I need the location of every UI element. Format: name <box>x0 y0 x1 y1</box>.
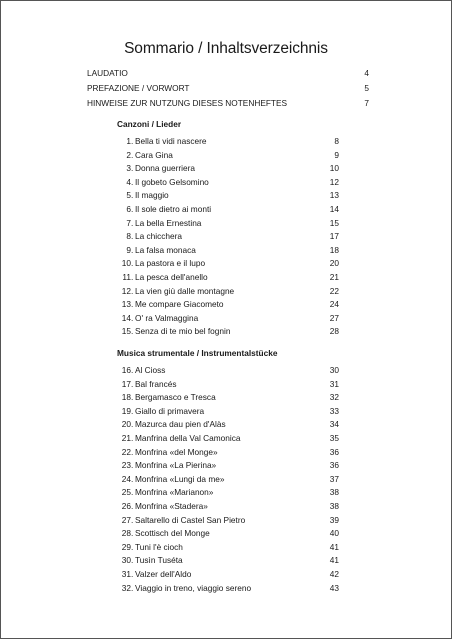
entry-number-dot: . <box>131 176 134 187</box>
entry-page: 36 <box>329 460 339 471</box>
toc-entry[interactable] <box>117 379 339 393</box>
entry-number-dot: . <box>131 285 134 296</box>
entry-title: La pesca dell'anello <box>135 271 208 282</box>
entry-number-dot: . <box>131 432 134 443</box>
toc-entry[interactable] <box>117 313 339 327</box>
entry-number: 22 <box>121 446 131 457</box>
toc-entry[interactable] <box>117 583 339 597</box>
front-matter-label: LAUDATIO <box>87 68 128 78</box>
entry-number-dot: . <box>131 487 134 498</box>
toc-entry[interactable] <box>117 447 339 461</box>
toc-entry[interactable] <box>117 569 339 583</box>
toc-entry[interactable] <box>117 258 339 272</box>
entry-number: 10 <box>121 258 131 269</box>
entry-number-dot: . <box>131 258 134 269</box>
entry-number: 2 <box>126 149 131 160</box>
entry-title: Manfrina della Val Camonica <box>135 432 241 443</box>
musica-section <box>117 348 339 596</box>
entry-title: O' ra Valmaggina <box>135 312 199 323</box>
entry-number: 19 <box>121 405 131 416</box>
entry-number-dot: . <box>131 528 134 539</box>
entry-number: 11 <box>122 271 131 282</box>
toc-entry[interactable] <box>117 555 339 569</box>
entry-page: 43 <box>329 582 339 593</box>
entry-title: Monfrina «Marianon» <box>135 487 214 498</box>
entry-title: Al Cioss <box>135 365 166 375</box>
entry-page: 38 <box>329 487 339 498</box>
entry-page: 20 <box>329 258 339 269</box>
entry-page: 10 <box>329 163 339 174</box>
toc-entry[interactable] <box>117 528 339 542</box>
toc-entry[interactable] <box>117 286 339 300</box>
entry-number: 16 <box>121 365 131 375</box>
musica-list <box>117 365 339 596</box>
front-matter-label: PREFAZIONE / VORWORT <box>87 83 190 93</box>
entry-number-dot: . <box>131 473 134 484</box>
entry-number-dot: . <box>131 405 134 416</box>
entry-number-dot: . <box>131 299 134 310</box>
toc-entry[interactable] <box>117 515 339 529</box>
entry-page: 40 <box>329 528 339 539</box>
toc-entry[interactable] <box>117 406 339 420</box>
entry-number-dot: . <box>131 500 134 511</box>
entry-number: 29 <box>121 541 131 552</box>
toc-entry[interactable] <box>117 392 339 406</box>
entry-number: 32 <box>121 582 131 593</box>
entry-page: 18 <box>329 244 339 255</box>
toc-entry[interactable] <box>117 163 339 177</box>
toc-entry[interactable] <box>117 272 339 286</box>
entry-number-dot: . <box>131 203 134 214</box>
toc-entry[interactable] <box>117 231 339 245</box>
entry-number: 9 <box>126 244 131 255</box>
entry-page: 41 <box>329 541 339 552</box>
front-matter-row[interactable] <box>87 98 369 113</box>
entry-title: Scottisch del Monge <box>135 528 210 539</box>
entry-title: Monfrina «Stadera» <box>135 500 208 511</box>
section-heading: Canzoni / Lieder <box>117 119 182 129</box>
entry-title: Tuni l'è cioch <box>135 541 183 552</box>
entry-title: Senza di te mio bel fognin <box>135 326 231 337</box>
entry-page: 15 <box>329 217 339 228</box>
toc-entry[interactable] <box>117 419 339 433</box>
entry-title: La pastora e il lupo <box>135 258 206 269</box>
toc-entry[interactable] <box>117 150 339 164</box>
entry-number: 30 <box>121 555 131 566</box>
entry-number-dot: . <box>131 555 134 566</box>
toc-entry[interactable] <box>117 433 339 447</box>
entry-number-dot: . <box>131 378 134 389</box>
entry-page: 27 <box>329 312 339 323</box>
entry-page: 9 <box>334 149 339 160</box>
entry-number: 13 <box>121 299 131 310</box>
entry-title: Il sole dietro ai monti <box>135 203 212 214</box>
section-heading: Musica strumentale / Instrumentalstücke <box>117 348 278 358</box>
entry-title: Monfrina «La Pierina» <box>135 460 217 471</box>
entry-page: 37 <box>329 473 339 484</box>
entry-number: 14 <box>121 312 131 323</box>
canzoni-list <box>117 136 339 340</box>
entry-page: 38 <box>329 500 339 511</box>
entry-title: Valzer dell'Aldo <box>135 568 192 579</box>
entry-number-dot: . <box>131 326 134 337</box>
entry-number-dot: . <box>131 514 134 525</box>
toc-entry[interactable] <box>117 245 339 259</box>
entry-title: Cara Gina <box>135 149 173 160</box>
entry-page: 21 <box>329 271 339 282</box>
toc-entry[interactable] <box>117 136 339 150</box>
entry-number-dot: . <box>131 244 134 255</box>
toc-entry[interactable] <box>117 190 339 204</box>
entry-number: 31 <box>121 568 131 579</box>
entry-page: 34 <box>329 419 339 430</box>
entry-title: Il gobeto Gelsomino <box>135 176 209 187</box>
entry-number: 12 <box>121 285 131 296</box>
entry-number-dot: . <box>131 541 134 552</box>
entry-number: 5 <box>126 190 131 201</box>
entry-page: 33 <box>329 405 339 416</box>
entry-number-dot: . <box>131 312 134 323</box>
entry-number-dot: . <box>131 217 134 228</box>
front-matter-page: 4 <box>364 68 369 78</box>
entry-number: 8 <box>126 231 131 242</box>
entry-page: 41 <box>329 555 339 566</box>
entry-number: 18 <box>121 392 131 403</box>
entry-title: Bal francés <box>135 378 177 389</box>
front-matter-page: 5 <box>364 83 369 93</box>
entry-number: 1 <box>126 136 131 146</box>
entry-title: Giallo di primavera <box>135 405 205 416</box>
entry-title: Saltarello di Castel San Pietro <box>135 514 246 525</box>
entry-number: 24 <box>121 473 131 484</box>
entry-page: 24 <box>329 299 339 310</box>
entry-number: 21 <box>121 432 131 443</box>
entry-number: 26 <box>121 500 131 511</box>
entry-page: 39 <box>329 514 339 525</box>
page-title: Sommario / Inhaltsverzeichnis <box>124 40 328 57</box>
front-matter-label: HINWEISE ZUR NUTZUNG DIESES NOTENHEFTES <box>87 98 288 108</box>
front-matter-row[interactable] <box>87 83 369 98</box>
entry-page: 13 <box>329 190 339 201</box>
front-matter-list <box>87 68 369 113</box>
entry-title: Tusìn Tuséta <box>135 555 183 566</box>
entry-page: 28 <box>329 326 339 337</box>
entry-page: 17 <box>329 231 339 242</box>
entry-number-dot: . <box>131 231 134 242</box>
front-matter-row[interactable] <box>87 68 369 83</box>
entry-number: 3 <box>126 163 131 174</box>
entry-number-dot: . <box>131 190 134 201</box>
entry-number: 4 <box>126 176 131 187</box>
entry-title: Mazurca dau pien d'Alàs <box>135 419 226 430</box>
entry-number-dot: . <box>131 136 134 146</box>
entry-number-dot: . <box>131 163 134 174</box>
entry-page: 32 <box>329 392 339 403</box>
entry-title: Monfrina «del Monge» <box>135 446 218 457</box>
entry-page: 31 <box>329 378 339 389</box>
entry-title: Me compare Giacometo <box>135 299 224 310</box>
entry-page: 35 <box>329 432 339 443</box>
entry-number: 27 <box>121 514 131 525</box>
entry-number: 6 <box>126 203 131 214</box>
toc-entry[interactable] <box>117 460 339 474</box>
entry-title: Donna guerriera <box>135 163 195 174</box>
toc-entry[interactable] <box>117 177 339 191</box>
canzoni-section <box>117 119 339 340</box>
entry-number: 28 <box>121 528 131 539</box>
toc-entry[interactable] <box>117 487 339 501</box>
entry-title: Il maggio <box>135 190 169 201</box>
entry-number: 25 <box>121 487 131 498</box>
toc-entry[interactable] <box>117 365 339 379</box>
entry-number: 7 <box>126 217 131 228</box>
entry-title: Viaggio in treno, viaggio sereno <box>135 582 252 593</box>
entry-page: 36 <box>329 446 339 457</box>
entry-title: Bella ti vidi nascere <box>135 136 207 146</box>
toc-entry[interactable] <box>117 501 339 515</box>
toc-entry[interactable] <box>117 218 339 232</box>
toc-entry[interactable] <box>117 542 339 556</box>
entry-number-dot: . <box>131 419 134 430</box>
entry-number-dot: . <box>131 271 134 282</box>
entry-page: 12 <box>329 176 339 187</box>
entry-title: Monfrina «Lungi da me» <box>135 473 225 484</box>
toc-entry[interactable] <box>117 204 339 218</box>
entry-number-dot: . <box>131 392 134 403</box>
entry-number-dot: . <box>131 582 134 593</box>
entry-title: La bella Ernestina <box>135 217 202 228</box>
entry-title: La chicchera <box>135 231 183 242</box>
entry-title: La vien giù dalle montagne <box>135 285 235 296</box>
entry-number: 23 <box>121 460 131 471</box>
entry-page: 14 <box>329 203 339 214</box>
front-matter-page: 7 <box>364 98 369 108</box>
entry-number-dot: . <box>131 365 134 375</box>
entry-number: 17 <box>121 378 131 389</box>
entry-number-dot: . <box>131 446 134 457</box>
toc-entry[interactable] <box>117 326 339 340</box>
entry-number-dot: . <box>131 568 134 579</box>
entry-number: 20 <box>121 419 131 430</box>
entry-number-dot: . <box>131 149 134 160</box>
entry-page: 30 <box>329 365 339 375</box>
entry-title: La falsa monaca <box>135 244 196 255</box>
entry-title: Bergamasco e Tresca <box>135 392 216 403</box>
entry-page: 22 <box>329 285 339 296</box>
toc-entry[interactable] <box>117 299 339 313</box>
entry-page: 42 <box>329 568 339 579</box>
entry-number-dot: . <box>131 460 134 471</box>
toc-entry[interactable] <box>117 474 339 488</box>
entry-number: 15 <box>121 326 131 337</box>
entry-page: 8 <box>334 136 339 146</box>
